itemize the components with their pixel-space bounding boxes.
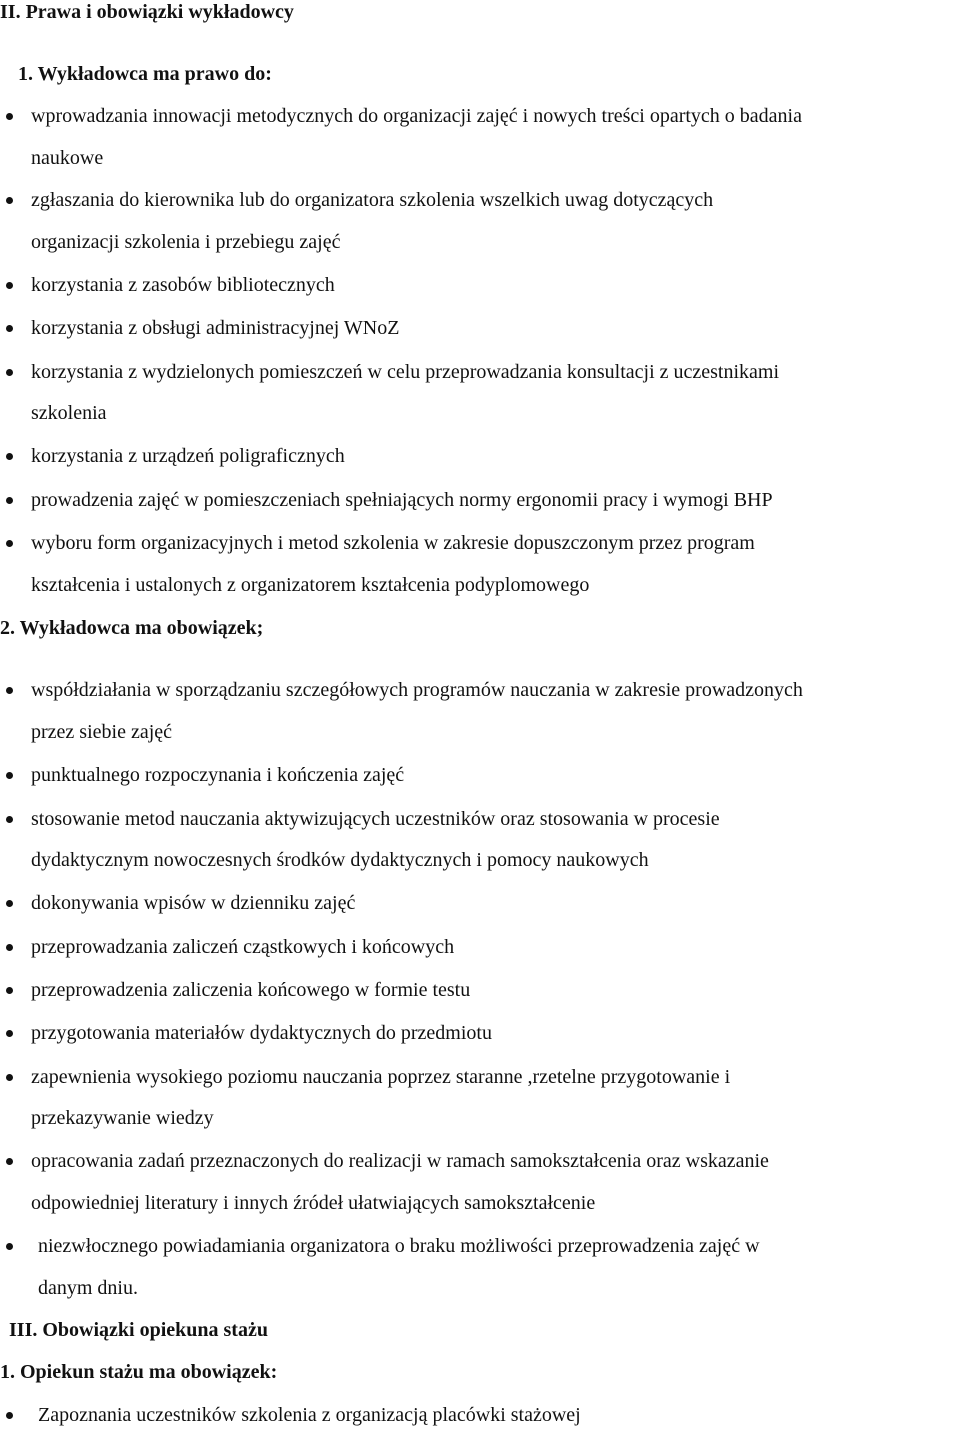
list-item-text: szkolenia bbox=[31, 402, 107, 424]
bullet-icon bbox=[6, 540, 13, 547]
list-item-text: współdziałania w sporządzaniu szczegółowych programów nauczania w zakresie prowadzonych bbox=[31, 679, 803, 701]
bullet-icon bbox=[6, 900, 13, 907]
list-item-text: przygotowania materiałów dydaktycznych do przedmiotu bbox=[31, 1022, 492, 1044]
list-item-text: Zapoznania uczestników szkolenia z organizacją placówki stażowej bbox=[38, 1404, 581, 1426]
list-item-text: dokonywania wpisów w dzienniku zajęć bbox=[31, 892, 356, 914]
list-item-text: prowadzenia zajęć w pomieszczeniach spełniających normy ergonomii pracy i wymogi BHP bbox=[31, 489, 773, 511]
list-item-text: odpowiedniej literatury i innych źródeł ułatwiających samokształcenie bbox=[31, 1192, 596, 1214]
list-item-text: wyboru form organizacyjnych i metod szkolenia w zakresie dopuszczonym przez program bbox=[31, 532, 755, 554]
bullet-icon bbox=[6, 282, 13, 289]
bullet-icon bbox=[6, 687, 13, 694]
bullet-icon bbox=[6, 113, 13, 120]
bullet-icon bbox=[6, 369, 13, 376]
list-item-text: przez siebie zajęć bbox=[31, 721, 173, 743]
bullet-icon bbox=[6, 453, 13, 460]
list-item-text: punktualnego rozpoczynania i kończenia zajęć bbox=[31, 764, 405, 786]
section-heading: II. Prawa i obowiązki wykładowcy bbox=[0, 1, 294, 23]
bullet-icon bbox=[6, 816, 13, 823]
list-item-text: przekazywanie wiedzy bbox=[31, 1107, 214, 1129]
list-item-text: przeprowadzenia zaliczenia końcowego w formie testu bbox=[31, 979, 471, 1001]
list-item-text: korzystania z zasobów bibliotecznych bbox=[31, 274, 335, 296]
bullet-icon bbox=[6, 1074, 13, 1081]
list-item-text: organizacji szkolenia i przebiegu zajęć bbox=[31, 231, 341, 253]
list-item-text: wprowadzania innowacji metodycznych do organizacji zajęć i nowych treści opartych o badania bbox=[31, 105, 802, 127]
section-heading: III. Obowiązki opiekuna stażu bbox=[9, 1319, 268, 1341]
list-item-text: opracowania zadań przeznaczonych do realizacji w ramach samokształcenia oraz wskazanie bbox=[31, 1150, 769, 1172]
bullet-icon bbox=[6, 944, 13, 951]
list-item-text: dydaktycznym nowoczesnych środków dydaktycznych i pomocy naukowych bbox=[31, 849, 649, 871]
subsection-heading: 1. Opiekun stażu ma obowiązek: bbox=[0, 1361, 278, 1383]
list-item-text: danym dniu. bbox=[38, 1277, 138, 1299]
subsection-heading: 2. Wykładowca ma obowiązek; bbox=[0, 617, 264, 639]
bullet-icon bbox=[6, 1030, 13, 1037]
list-item-text: korzystania z wydzielonych pomieszczeń w celu przeprowadzania konsultacji z uczestnikami bbox=[31, 361, 780, 383]
list-item-text: korzystania z urządzeń poligraficznych bbox=[31, 445, 345, 467]
list-item-text: zapewnienia wysokiego poziomu nauczania poprzez staranne ,rzetelne przygotowanie i bbox=[31, 1066, 731, 1088]
bullet-icon bbox=[6, 1243, 13, 1250]
bullet-icon bbox=[6, 197, 13, 204]
list-item-text: kształcenia i ustalonych z organizatorem kształcenia podyplomowego bbox=[31, 574, 590, 596]
bullet-icon bbox=[6, 325, 13, 332]
list-item-text: naukowe bbox=[31, 147, 104, 169]
list-item-text: korzystania z obsługi administracyjnej WNoZ bbox=[31, 317, 400, 339]
bullet-icon bbox=[6, 772, 13, 779]
subsection-heading: 1. Wykładowca ma prawo do: bbox=[18, 63, 272, 85]
bullet-icon bbox=[6, 497, 13, 504]
bullet-icon bbox=[6, 987, 13, 994]
bullet-icon bbox=[6, 1412, 13, 1419]
list-item-text: niezwłocznego powiadamiania organizatora o braku możliwości przeprowadzenia zajęć w bbox=[38, 1235, 760, 1257]
list-item-text: przeprowadzania zaliczeń cząstkowych i końcowych bbox=[31, 936, 455, 958]
bullet-icon bbox=[6, 1158, 13, 1165]
list-item-text: zgłaszania do kierownika lub do organizatora szkolenia wszelkich uwag dotyczących bbox=[31, 189, 714, 211]
list-item-text: stosowanie metod nauczania aktywizujących uczestników oraz stosowania w procesie bbox=[31, 808, 720, 830]
